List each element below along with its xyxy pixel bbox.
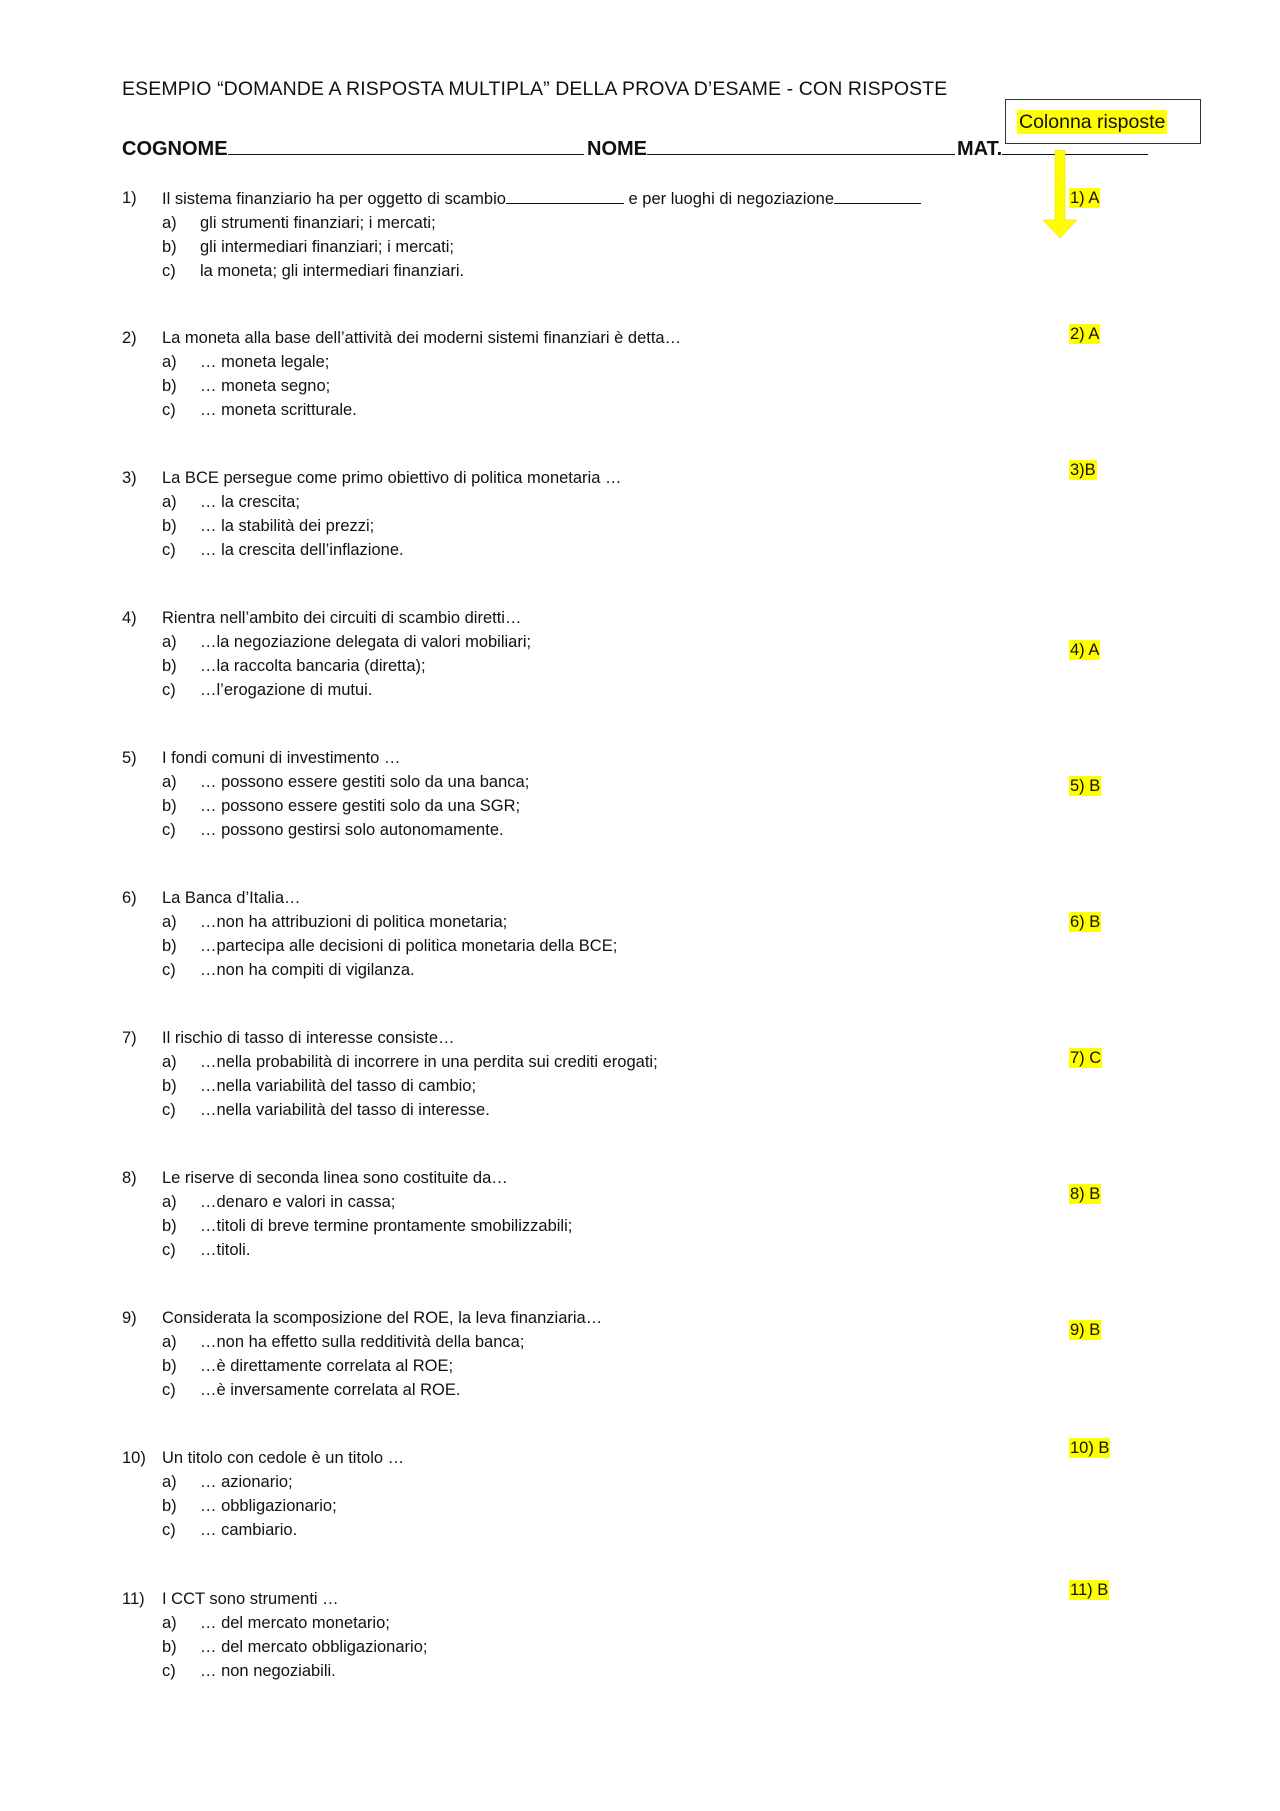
option-b[interactable]: b) …nella variabilità del tasso di cambio; bbox=[162, 1077, 477, 1095]
question-number: 1) bbox=[122, 189, 137, 207]
option-c[interactable]: c) la moneta; gli intermediari finanziari. bbox=[162, 262, 465, 280]
question-stem: Il rischio di tasso di interesse consiste… bbox=[162, 1029, 455, 1047]
option-c[interactable]: c) …è inversamente correlata al ROE. bbox=[162, 1381, 461, 1399]
option-a[interactable]: a) …nella probabilità di incorrere in una perdita sui crediti erogati; bbox=[162, 1053, 658, 1071]
answer-blank[interactable] bbox=[834, 186, 921, 204]
answer-10: 10) B bbox=[1070, 1439, 1110, 1457]
question-number: 5) bbox=[122, 749, 137, 767]
question-number: 2) bbox=[122, 329, 137, 347]
answer-blank[interactable] bbox=[506, 186, 624, 204]
nome-label: NOME bbox=[587, 138, 647, 160]
option-c[interactable]: c) … possono gestirsi solo autonomamente. bbox=[162, 821, 504, 839]
option-b[interactable]: b) … del mercato obbligazionario; bbox=[162, 1638, 428, 1656]
mat-label: MAT. bbox=[957, 138, 1003, 160]
question-stem: Rientra nell’ambito dei circuiti di scambio diretti… bbox=[162, 609, 522, 627]
option-b[interactable]: b) …titoli di breve termine prontamente smobilizzabili; bbox=[162, 1217, 573, 1235]
question-9 bbox=[122, 1306, 602, 1402]
option-b[interactable]: b) … moneta segno; bbox=[162, 377, 331, 395]
question-stem: La Banca d’Italia… bbox=[162, 889, 301, 907]
option-b[interactable]: b) …è direttamente correlata al ROE; bbox=[162, 1357, 454, 1375]
option-b[interactable]: b) … possono essere gestiti solo da una SGR; bbox=[162, 797, 521, 815]
question-number: 10) bbox=[122, 1449, 146, 1467]
answer-6: 6) B bbox=[1070, 913, 1101, 931]
question-stem: Le riserve di seconda linea sono costituite da… bbox=[162, 1169, 508, 1187]
answer-9: 9) B bbox=[1070, 1321, 1101, 1339]
option-c[interactable]: c) … cambiario. bbox=[162, 1521, 298, 1539]
answer-4: 4) A bbox=[1070, 641, 1100, 659]
option-c[interactable]: c) …titoli. bbox=[162, 1241, 251, 1259]
question-stem: Un titolo con cedole è un titolo … bbox=[162, 1449, 405, 1467]
cognome-label: COGNOME bbox=[122, 138, 228, 160]
answer-5: 5) B bbox=[1070, 777, 1101, 795]
question-5 bbox=[122, 746, 529, 842]
question-stem: I CCT sono strumenti … bbox=[162, 1590, 339, 1608]
question-stem: La moneta alla base dell’attività dei moderni sistemi finanziari è detta… bbox=[162, 329, 682, 347]
question-number: 6) bbox=[122, 889, 137, 907]
nome-field[interactable] bbox=[587, 134, 955, 161]
option-a[interactable]: a) … la crescita; bbox=[162, 493, 300, 511]
option-a[interactable]: a) … del mercato monetario; bbox=[162, 1614, 390, 1632]
answer-11: 11) B bbox=[1070, 1581, 1109, 1599]
answer-8: 8) B bbox=[1070, 1185, 1101, 1203]
question-3 bbox=[122, 466, 621, 562]
option-b[interactable]: b) gli intermediari finanziari; i mercati; bbox=[162, 238, 455, 256]
option-a[interactable]: a) …la negoziazione delegata di valori mobiliari; bbox=[162, 633, 532, 651]
answer-3: 3)B bbox=[1070, 461, 1096, 479]
document-title: ESEMPIO “DOMANDE A RISPOSTA MULTIPLA” DELLA PROVA D’ESAME - CON RISPOSTE bbox=[122, 78, 948, 100]
option-a[interactable]: a) … moneta legale; bbox=[162, 353, 330, 371]
option-a[interactable]: a) gli strumenti finanziari; i mercati; bbox=[162, 214, 436, 232]
option-c[interactable]: c) …l’erogazione di mutui. bbox=[162, 681, 373, 699]
question-stem: Considerata la scomposizione del ROE, la leva finanziaria… bbox=[162, 1309, 603, 1327]
question-stem: Il sistema finanziario ha per oggetto di scambio e per luoghi di negoziazione bbox=[162, 186, 921, 211]
answer-column-label: Colonna risposte bbox=[1019, 111, 1166, 133]
option-a[interactable]: a) …denaro e valori in cassa; bbox=[162, 1193, 396, 1211]
question-8 bbox=[122, 1166, 572, 1262]
question-number: 8) bbox=[122, 1169, 137, 1187]
question-number: 11) bbox=[122, 1590, 145, 1608]
question-number: 9) bbox=[122, 1309, 137, 1327]
question-6 bbox=[122, 886, 617, 982]
nome-line bbox=[647, 134, 955, 155]
option-c[interactable]: c) …nella variabilità del tasso di interesse. bbox=[162, 1101, 490, 1119]
answer-7: 7) C bbox=[1070, 1049, 1102, 1067]
option-a[interactable]: a) …non ha attribuzioni di politica monetaria; bbox=[162, 913, 508, 931]
question-number: 4) bbox=[122, 609, 137, 627]
question-stem: I fondi comuni di investimento … bbox=[162, 749, 401, 767]
option-b[interactable]: b) …la raccolta bancaria (diretta); bbox=[162, 657, 426, 675]
question-1 bbox=[122, 186, 921, 283]
answer-2: 2) A bbox=[1070, 325, 1100, 343]
question-10 bbox=[122, 1446, 404, 1542]
question-4 bbox=[122, 606, 531, 702]
question-number: 7) bbox=[122, 1029, 137, 1047]
question-11 bbox=[122, 1587, 427, 1683]
question-stem: La BCE persegue come primo obiettivo di politica monetaria … bbox=[162, 469, 622, 487]
option-c[interactable]: c) … moneta scritturale. bbox=[162, 401, 357, 419]
question-number: 3) bbox=[122, 469, 137, 487]
question-7 bbox=[122, 1026, 658, 1122]
answer-1: 1) A bbox=[1070, 189, 1100, 207]
option-a[interactable]: a) …non ha effetto sulla redditività della banca; bbox=[162, 1333, 525, 1351]
option-a[interactable]: a) … azionario; bbox=[162, 1473, 293, 1491]
option-c[interactable]: c) … la crescita dell’inflazione. bbox=[162, 541, 404, 559]
option-c[interactable]: c) …non ha compiti di vigilanza. bbox=[162, 961, 415, 979]
option-b[interactable]: b) … obbligazionario; bbox=[162, 1497, 337, 1515]
question-2 bbox=[122, 326, 681, 422]
option-b[interactable]: b) …partecipa alle decisioni di politica monetaria della BCE; bbox=[162, 937, 618, 955]
option-c[interactable]: c) … non negoziabili. bbox=[162, 1662, 336, 1680]
option-b[interactable]: b) … la stabilità dei prezzi; bbox=[162, 517, 375, 535]
cognome-line bbox=[228, 134, 584, 155]
option-a[interactable]: a) … possono essere gestiti solo da una banca; bbox=[162, 773, 530, 791]
cognome-field[interactable] bbox=[122, 134, 584, 161]
